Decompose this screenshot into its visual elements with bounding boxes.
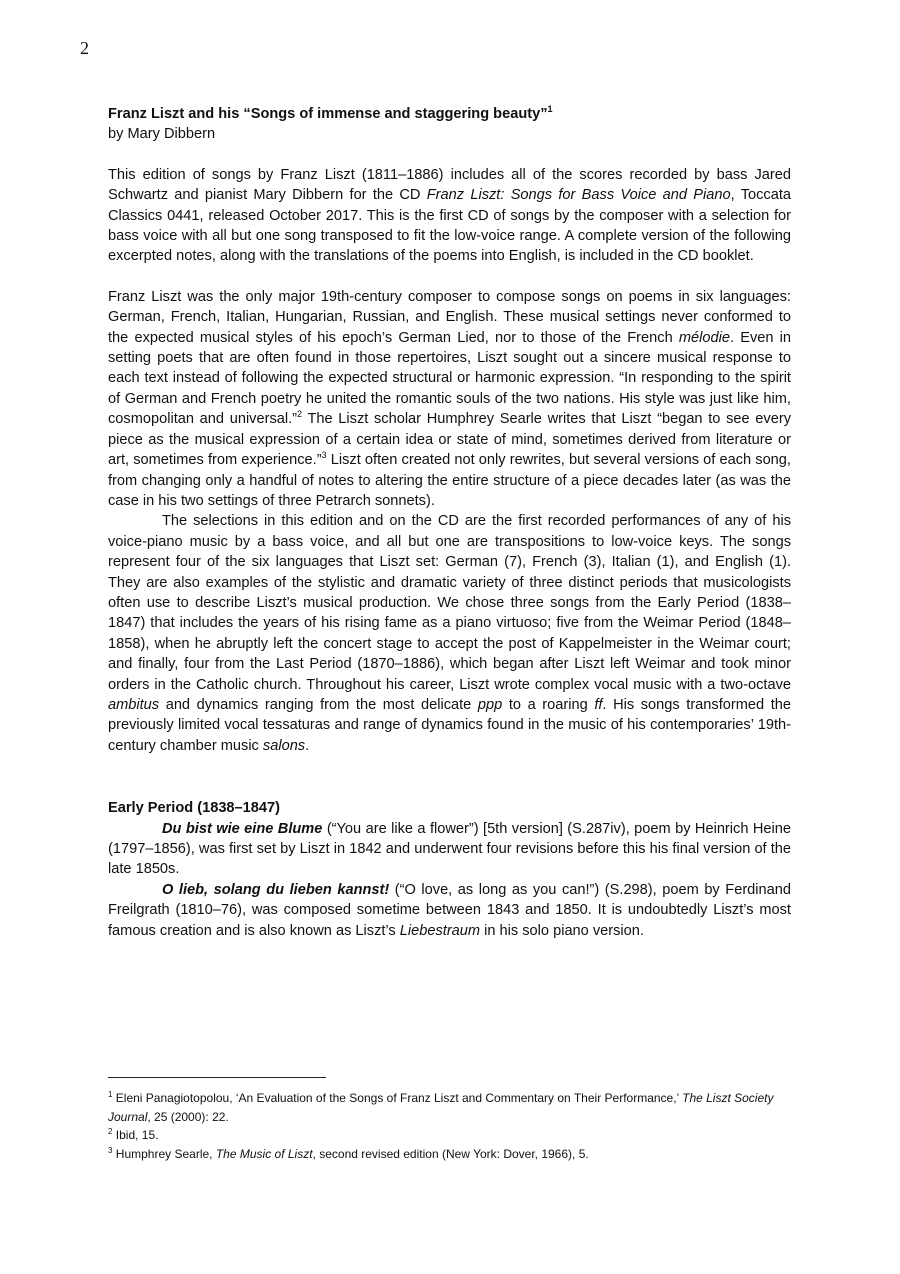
section-heading: Early Period (1838–1847) [108, 800, 280, 817]
text-run: Eleni Panagiotopolou, ‘An Evaluation of the Songs of Franz Liszt and Commentary on Their Performance,’ [112, 1091, 683, 1105]
text-run: in his solo piano version. [480, 922, 644, 939]
footnote-ref: 2 [297, 409, 303, 420]
text-run: Franz Liszt was the only major 19th-century composer to compose songs on poems in six languages: German, French, Italian, Hungarian, Russian, and English. These musical settings never conformed to the expected musical styles of his epoch’s German Lied, nor to those of the French [108, 288, 791, 346]
text-run: , Toccata Classics 0441, released October 2017. This is the first CD of songs by the composer with a selection for bass voice with all but one song transposed to fit the low-voice range. A complete version of the following excerpted notes, along with the translations of the poems into English, is included in the CD booklet. [108, 187, 791, 265]
text-run: , 25 (2000): 22. [147, 1109, 229, 1124]
text-run: The selections in this edition and on the CD are the first recorded performances of any of his voice-piano music by a bass voice, and all but one are transpositions to low-voice keys. The songs represent four of the six languages that Liszt set: German (7), French (3), Italian (1), and English (1). They are also examples of the stylistic and dramatic variety of three distinct periods that musicologists often use to describe Liszt’s musical production. We chose three songs from the Early Period (1838–1847) that includes the years of his rising fame as a piano virtuoso; five from the Weimar Period (1848–1858), when he abruptly left the concert stage to accept the post of Kappelmeister in the Weimar court; and finally, four from the Last Period (1870–1886), which began after Liszt left Weimar and took minor orders in the Catholic church. Throughout his career, Liszt wrote complex vocal music with a two-octave [108, 513, 791, 693]
text-run: to a roaring [502, 696, 595, 713]
footnote-1 [108, 1089, 791, 1126]
footnote-3 [108, 1145, 791, 1164]
text-run: Ibid, 15. [112, 1128, 159, 1142]
journal-title: The Liszt Society Journal [108, 1091, 774, 1124]
text-run: This edition of songs by Franz Liszt (1811–1886) includes all of the scores recorded by bass Jared Schwartz and pianist Mary Dibbern for the CD [108, 166, 791, 204]
text-run: The Liszt scholar Humphrey Searle writes that Liszt “began to see every piece as the musical expression of a certain idea or state of mind, sometimes derived from literature or art, sometimes from experience.” [108, 411, 791, 469]
footnote-number: 2 [108, 1127, 113, 1136]
page-number: 2 [80, 38, 89, 58]
footnote-2 [108, 1126, 791, 1145]
article-body [108, 104, 791, 941]
italic-term: mélodie [678, 329, 730, 346]
footnote-ref: 1 [547, 104, 553, 115]
song-entry [108, 819, 791, 880]
text-run: (“O love, as long as you can!”) (S.298), poem by Ferdinand Freilgrath (1810–76), was composed sometime between 1843 and 1850. It is undoubtedly Liszt’s most famous creation and is also known as Liszt’s [108, 881, 791, 939]
italic-term: ff [594, 696, 603, 713]
italic-term: ppp [477, 696, 503, 713]
selections-paragraph [108, 511, 791, 756]
footnote-ref: 3 [321, 450, 327, 461]
italic-term: Liebestraum [399, 922, 481, 939]
italic-term: salons [262, 737, 306, 754]
text-run: Humphrey Searle, [112, 1146, 216, 1161]
text-run: . His songs transformed the previously limited vocal tessaturas and range of dynamics found in the music of his contemporaries’ 19th-century chamber music [108, 696, 791, 754]
text-run: and dynamics ranging from the most delicate [159, 696, 478, 713]
footnote-number: 3 [108, 1145, 113, 1155]
book-title: The Music of Liszt [215, 1146, 313, 1161]
text-run: Liszt often created not only rewrites, but several versions of each song, from changing only a handful of notes to altering the entire structure of a piece decades later (as was the case in his two settings of three Petrarch sonnets). [108, 452, 791, 509]
footnotes [108, 1089, 791, 1163]
song-entry [108, 880, 791, 941]
text-run: (“You are like a flower”) [5th version] (S.287iv), poem by Heinrich Heine (1797–1856), was first set by Liszt in 1842 and underwent four revisions before this his final version of the late 1850s. [108, 820, 791, 878]
article-byline: by Mary Dibbern [108, 126, 216, 143]
cd-title: Franz Liszt: Songs for Bass Voice and Piano [426, 187, 731, 204]
song-title: O lieb, solang du lieben kannst! [162, 881, 390, 898]
footnote-number: 1 [108, 1090, 113, 1099]
text-run: . [305, 737, 310, 754]
article-title-text: Franz Liszt and his “Songs of immense and staggering beauty” [108, 106, 548, 122]
text-run: , second revised edition (New York: Dover, 1966), 5. [312, 1146, 589, 1161]
languages-paragraph [108, 287, 791, 511]
text-run: . Even in setting poets that are often found in those repertoires, Liszt sought out a sincere musical response to each text instead of following the expected structural or harmonic expression. “In responding to the spirit of German and French poetry he united the romantic souls of the two nations. His style was just like him, cosmopolitan and universal.” [108, 329, 791, 428]
article-title [108, 104, 791, 124]
song-title: Du bist wie eine Blume [162, 820, 323, 837]
italic-term: ambitus [108, 696, 160, 713]
footnote-divider [108, 1077, 326, 1078]
intro-paragraph [108, 165, 791, 267]
